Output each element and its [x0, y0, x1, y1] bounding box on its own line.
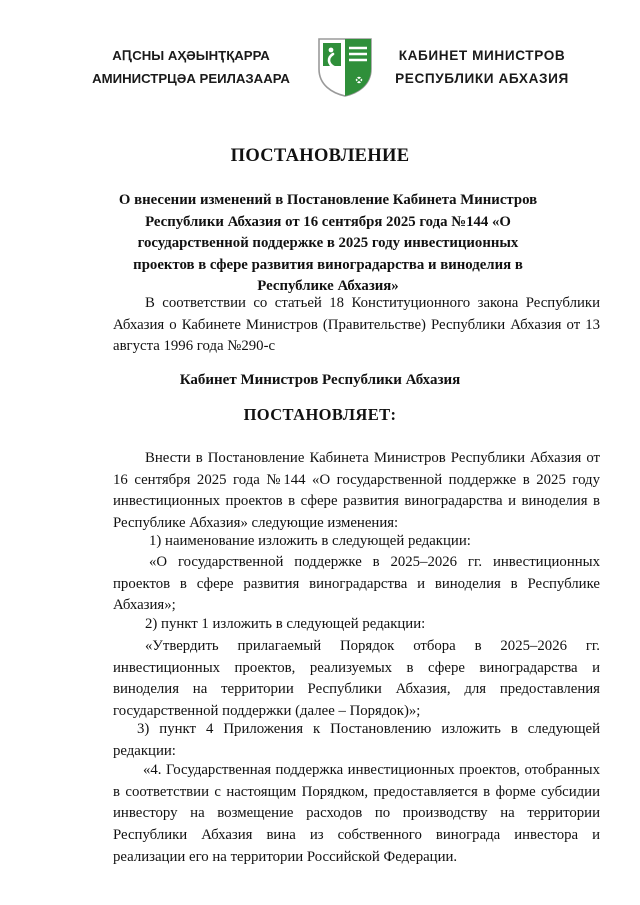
header-left-line-2: АМИНИСТРЦӘА РЕИЛАЗААРА [92, 71, 290, 86]
state-emblem-icon [314, 36, 376, 98]
preamble-paragraph: В соответствии со статьей 18 Конституционного закона Республики Абхазия о Кабинете Министров (Правительстве) Республики Абхазия от 13 августа 1996 года №290-с [113, 295, 600, 355]
document-title: ПОСТАНОВЛЕНИЕ [230, 146, 410, 166]
cabinet-heading: Кабинет Министров Республики Абхазия [179, 372, 461, 388]
header-right-line-2: РЕСПУБЛИКИ АБХАЗИЯ [395, 71, 569, 86]
header-left-line-1: АԤСНЫ АҲӘЫНҬҚАРРА [112, 48, 270, 63]
document-subject: О внесении изменений в Постановление Кабинета Министров Республики Абхазия от 16 сентября 2025 года №144 «О государственной поддержке в 2025 году инвестиционных проектов в сфере развития виноградарства и виноделия в Республике Абхазия» [118, 192, 538, 295]
header-russian-title [382, 44, 582, 90]
body-paragraph-item-2: 2) пункт 1 изложить в следующей редакции: [145, 616, 426, 632]
body-paragraph-quote-3: «4. Государственная поддержка инвестиционных проектов, отобранных в соответствии с настоящим Порядком, предоставляется в форме субсидии инвестору на возмещение расходов по производству на территории Республики Абхазия вина из собственного винограда инвестора и реализации его на территории Российской Федерации. [113, 762, 600, 865]
decree-heading: ПОСТАНОВЛЯЕТ: [243, 405, 397, 424]
body-paragraph-intro: Внести в Постановление Кабинета Министров Республики Абхазия от 16 сентября 2025 года №144 «О государственной поддержке в 2025 году инвестиционных проектов в сфере развития виноградарства и виноделия в Республике Абхазия» следующие изменения: [113, 450, 600, 532]
body-paragraph-quote-1: «О государственной поддержке в 2025–2026 гг. инвестиционных проектов в сфере развития виноградарства и виноделия в Республике Абхазия»; [113, 554, 600, 614]
body-paragraph-item-1: 1) наименование изложить в следующей редакции: [149, 533, 471, 549]
body-paragraph-quote-2: «Утвердить прилагаемый Порядок отбора в 2025–2026 гг. инвестиционных проектов, реализуемых в сфере виноградарства и виноделия на территории Республики Абхазия, для предоставления государственной поддержки (далее – Порядок)»; [113, 638, 600, 720]
header-abkhaz-title [86, 44, 296, 90]
body-paragraph-item-3: 3) пункт 4 Приложения к Постановлению изложить в следующей редакции: [113, 721, 600, 759]
header-right-line-1: КАБИНЕТ МИНИСТРОВ [398, 48, 566, 63]
